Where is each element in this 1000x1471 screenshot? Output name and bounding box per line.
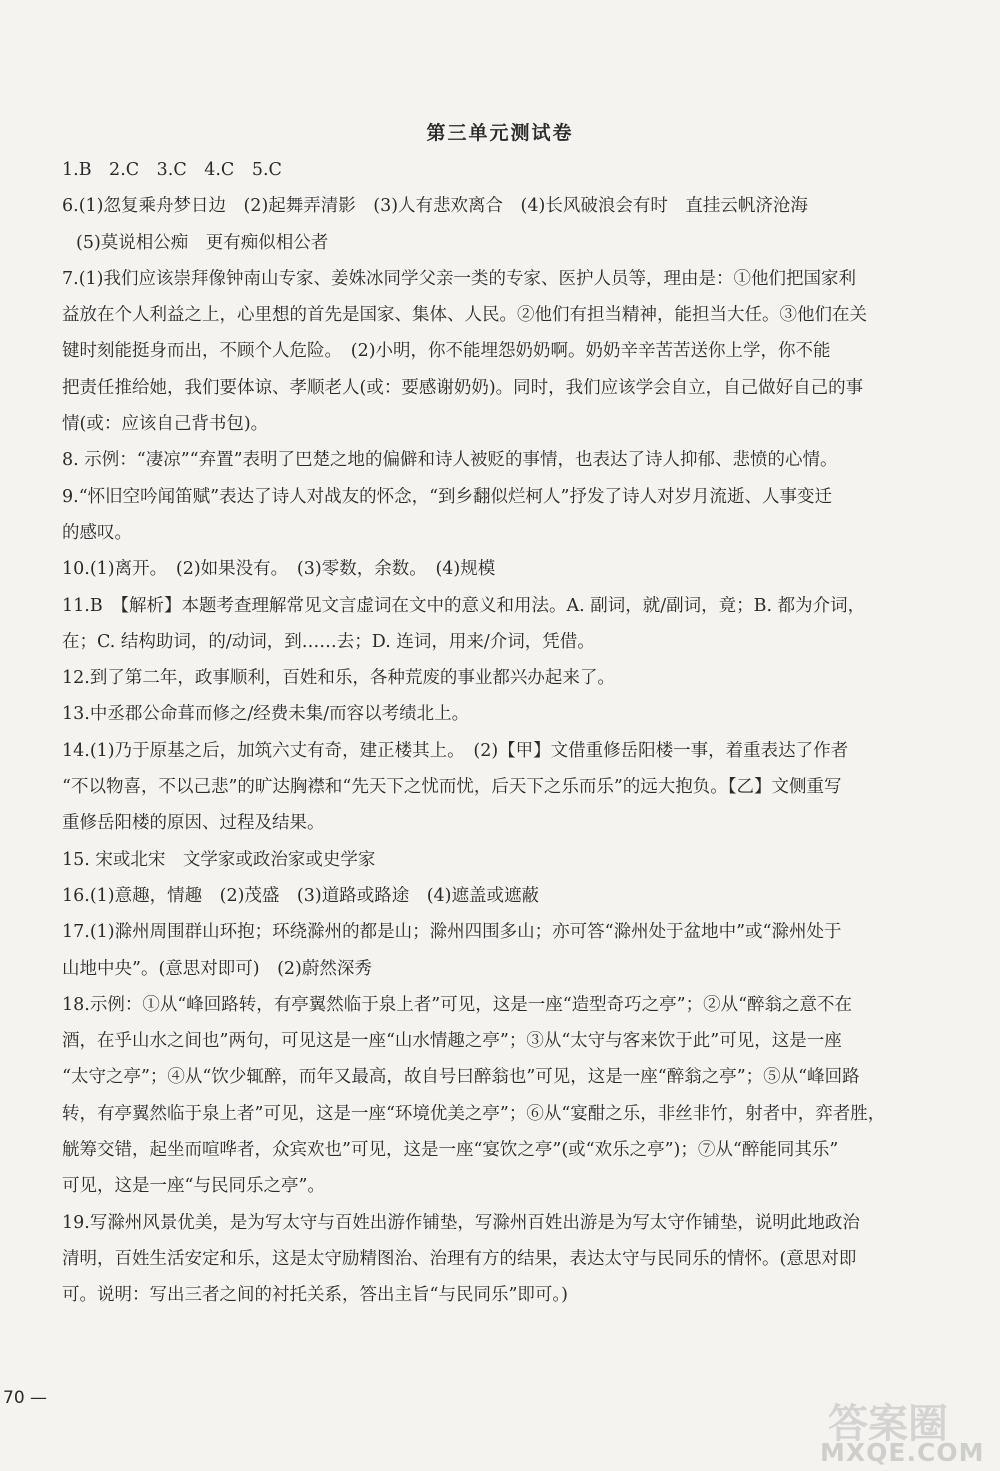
watermark-logo: 答案圈 [828, 1401, 948, 1447]
answer-line: 15. 宋或北宋 文学家或政治家或史学家 [62, 849, 376, 870]
answer-line: 键时刻能挺身而出，不顾个人危险。 (2)小明，你不能埋怨奶奶啊。奶奶辛辛苦苦送你上学，你不能 [62, 341, 831, 362]
answer-line: 8. 示例：“凄凉”“弃置”表明了巴楚之地的偏僻和诗人被贬的事情，也表达了诗人抑郁、悲愤的心情。 [62, 450, 838, 471]
answer-content [62, 152, 910, 1314]
answer-line: “不以物喜，不以己悲”的旷达胸襟和“先天下之忧而忧，后天下之乐而乐”的远大抱负。【乙】文侧重写 [62, 777, 842, 798]
answer-line: 17.(1)滁州周围群山环抱；环绕滁州的都是山；滁州四围多山；亦可答“滁州处于盆地中”或“滁州处于 [62, 922, 842, 943]
watermark-url: MXQE.COM [820, 1438, 985, 1467]
answer-line: 在；C. 结构助词，的/动词，到……去；D. 连词，用来/介词，凭借。 [62, 631, 595, 652]
answer-line: (5)莫说相公痴 更有痴似相公者 [76, 232, 329, 253]
answer-line: 11.B 【解析】本题考查理解常见文言虚词在文中的意义和用法。A. 副词，就/副词，竟；B. 都为介词， [62, 595, 866, 616]
answer-line: 把责任推给她，我们要体谅、孝顺老人(或：要感谢奶奶)。同时，我们应该学会自立，自己做好自己的事 [62, 377, 864, 398]
answer-line: 可见，这是一座“与民同乐之亭”。 [62, 1176, 325, 1197]
answer-line: 觥筹交错，起坐而喧哗者，众宾欢也”可见，这是一座“宴饮之亭”(或“欢乐之亭”)；⑦从“醉能同其乐” [62, 1140, 839, 1161]
answer-line: 益放在个人利益之上，心里想的首先是国家、集体、人民。②他们有担当精神，能担当大任。③他们在关 [62, 305, 867, 326]
answer-line: 16.(1)意趣，情趣 (2)茂盛 (3)道路或路途 (4)遮盖或遮蔽 [62, 885, 539, 906]
answer-line: 12.到了第二年，政事顺利，百姓和乐，各种荒废的事业都兴办起来了。 [62, 668, 615, 689]
answer-line: 转，有亭翼然临于泉上者”可见，这是一座“环境优美之亭”；⑥从“宴酣之乐，非丝非竹，射者中，弈者胜， [62, 1103, 886, 1124]
answer-line: 1.B 2.C 3.C 4.C 5.C [62, 160, 282, 180]
answer-line: 10.(1)离开。 (2)如果没有。 (3)零数，余数。 (4)规模 [62, 559, 496, 580]
answer-line: 酒，在乎山水之间也”两句，可见这是一座“山水情趣之亭”；③从“太守与客来饮于此”可见，这是一座 [62, 1031, 842, 1052]
answer-line: 情(或：应该自己背书包)。 [62, 414, 269, 435]
page-title: 第三单元测试卷 [426, 122, 574, 144]
page-number: 70 — [3, 1388, 48, 1408]
watermark [812, 1390, 992, 1470]
answer-line: 重修岳阳楼的原因、过程及结果。 [62, 813, 325, 834]
answer-line: 6.(1)忽复乘舟梦日边 (2)起舞弄清影 (3)人有悲欢离合 (4)长风破浪会有时 直挂云帆济沧海 [62, 196, 808, 217]
answer-line: 山地中央”。(意思对即可) (2)蔚然深秀 [62, 958, 372, 979]
answer-line: 7.(1)我们应该崇拜像钟南山专家、姜姝冰同学父亲一类的专家、医护人员等，理由是：①他们把国家利 [62, 268, 856, 289]
answer-line: 18.示例：①从“峰回路转，有亭翼然临于泉上者”可见，这是一座“造型奇巧之亭”；②从“醉翁之意不在 [62, 994, 853, 1015]
answer-line: 清明，百姓生活安定和乐，这是太守励精图治、治理有方的结果，表达太守与民同乐的情怀。(意思对即 [62, 1248, 857, 1269]
answer-line: 的感叹。 [62, 522, 132, 543]
answer-line: 13.中丞郡公命葺而修之/经费未集/而容以考绩北上。 [62, 704, 470, 725]
answer-line: 19.写滁州风景优美，是为写太守与百姓出游作铺垫，写滁州百姓出游是为写太守作铺垫，说明此地政治 [62, 1212, 860, 1233]
answer-line: 9.“怀旧空吟闻笛赋”表达了诗人对战友的怀念，“到乡翻似烂柯人”抒发了诗人对岁月流逝、人事变迁 [62, 486, 832, 507]
answer-line: 14.(1)乃于原基之后，加筑六丈有奇，建正楼其上。 (2)【甲】文借重修岳阳楼一事，着重表达了作者 [62, 740, 849, 761]
answer-line: 可。说明：写出三者之间的衬托关系，答出主旨“与民同乐”即可。) [62, 1285, 568, 1306]
answer-line: “太守之亭”；④从“饮少辄醉，而年又最高，故自号曰醉翁也”可见，这是一座“醉翁之亭”；⑤从“峰回路 [62, 1067, 860, 1088]
